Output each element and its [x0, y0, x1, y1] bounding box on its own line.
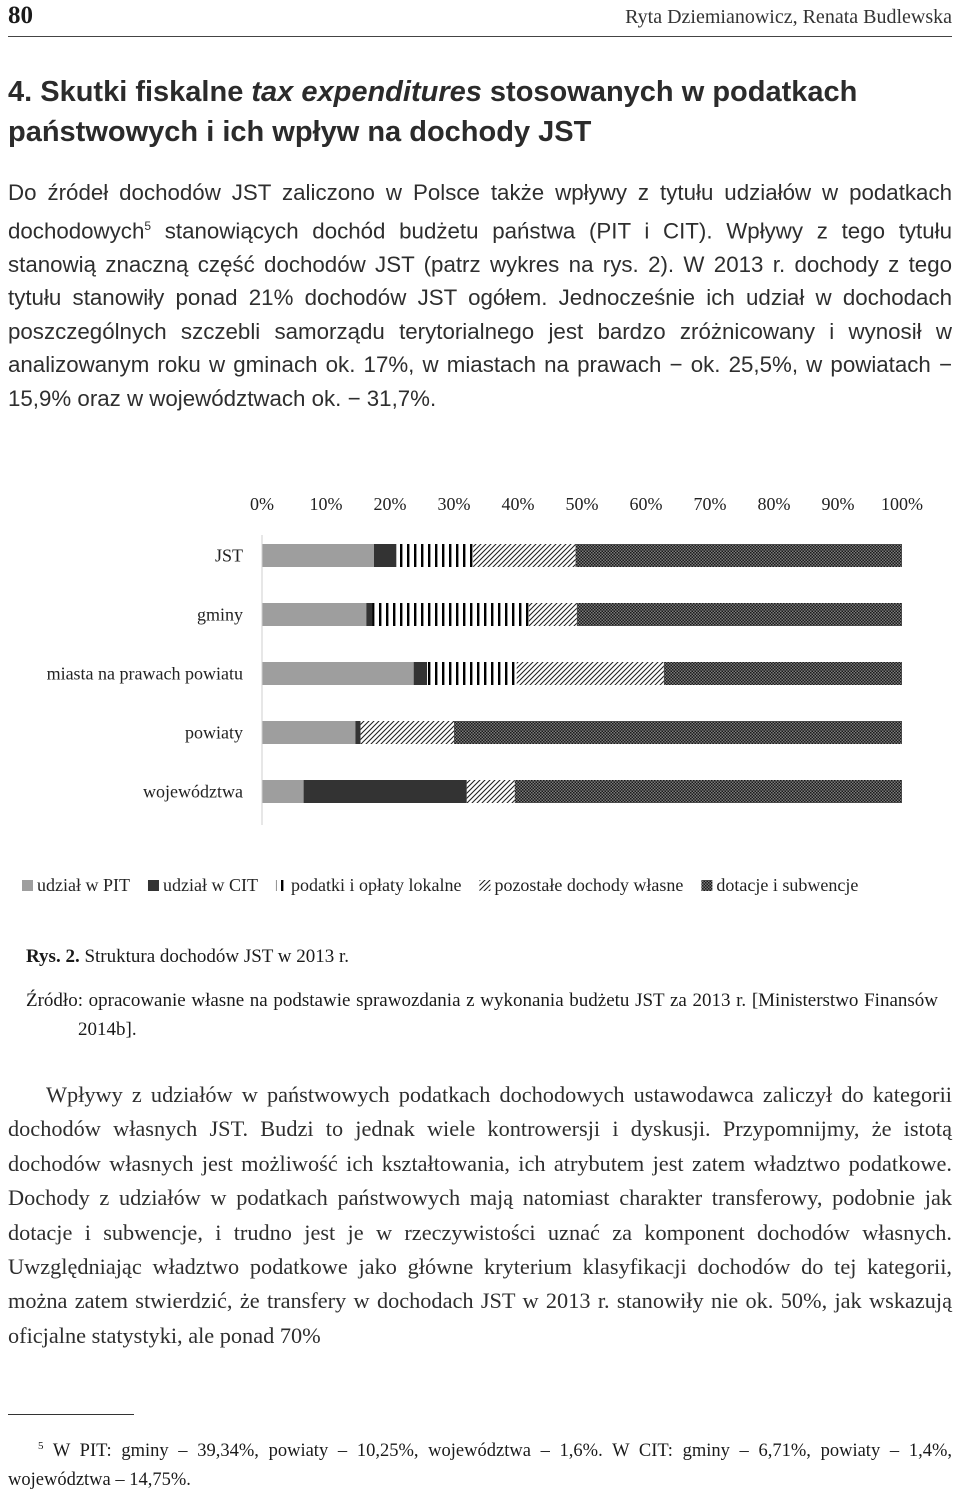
bar-segment	[427, 662, 517, 685]
figure-caption	[26, 946, 349, 968]
x-tick-label: 30%	[437, 494, 471, 514]
page-number: 80	[8, 2, 33, 29]
bar-segment	[262, 721, 355, 744]
x-tick-label: 10%	[309, 494, 343, 514]
x-tick-label: 70%	[693, 494, 727, 514]
legend-label: dotacje i subwencje	[716, 875, 859, 895]
bar-segment	[366, 603, 372, 626]
bar-segment	[262, 780, 304, 803]
bar-segment	[262, 544, 374, 567]
body-paragraph-1	[8, 176, 952, 416]
bar-segment	[577, 603, 902, 626]
running-head: Ryta Dziemianowicz, Renata Budlewska	[625, 6, 952, 28]
x-tick-label: 50%	[565, 494, 599, 514]
bar-segment	[372, 603, 529, 626]
x-tick-label: 80%	[757, 494, 791, 514]
bar-segment	[467, 780, 515, 803]
bar-segment	[304, 780, 467, 803]
section-title-prefix: 4. Skutki fiskalne	[8, 76, 252, 108]
x-axis-ticks	[250, 494, 923, 514]
legend	[22, 875, 858, 895]
category-label: powiaty	[185, 722, 243, 743]
section-title-suffix: stosowanych w podatkach państwowych i ich wpływ na dochody JST	[8, 76, 858, 148]
legend-label: podatki i opłaty lokalne	[290, 875, 462, 895]
category-label: miasta na prawach powiatu	[46, 663, 243, 684]
x-tick-label: 20%	[373, 494, 407, 514]
bar-segment	[355, 721, 360, 744]
footnote-text: W PIT: gminy – 39,34%, powiaty – 10,25%, województwa – 1,6%. W CIT: gminy – 6,71%, powiaty – 1,4%, województwa – 14,75%.	[8, 1441, 952, 1491]
page-header	[8, 0, 952, 37]
caption-text: Struktura dochodów JST w 2013 r.	[79, 946, 350, 967]
footnote	[8, 1432, 952, 1495]
footnote-rule	[8, 1414, 134, 1415]
stacked-bar-chart	[0, 480, 960, 920]
x-tick-label: 100%	[881, 494, 923, 514]
caption-label: Rys. 2.	[26, 946, 80, 967]
figure-source: Źródło: opracowanie własne na podstawie sprawozdania z wykonania budżetu JST za 2013 r. [Ministerstwo Finansów 2014b].	[26, 990, 938, 1040]
bar-segment	[454, 721, 902, 744]
bar-segment	[515, 780, 902, 803]
bar-segment	[262, 603, 366, 626]
bar-segment	[576, 544, 902, 567]
x-tick-label: 40%	[501, 494, 535, 514]
legend-label: udział w CIT	[162, 875, 258, 895]
legend-swatch	[22, 880, 33, 891]
bar-segment	[517, 662, 664, 685]
section-title-italic: tax expenditures	[251, 76, 482, 108]
x-tick-label: 90%	[821, 494, 855, 514]
footnote-ref[interactable]: 5	[144, 218, 152, 233]
legend-swatch	[276, 880, 287, 891]
legend-label: udział w PIT	[37, 875, 130, 895]
bar-segment	[374, 544, 396, 567]
footnote-mark: 5	[38, 1440, 44, 1452]
bar-segment	[396, 544, 473, 567]
category-label: JST	[214, 545, 243, 566]
category-label: gminy	[196, 604, 243, 625]
x-tick-label: 60%	[629, 494, 663, 514]
legend-swatch	[701, 880, 712, 891]
bar-segment	[361, 721, 454, 744]
bars	[262, 544, 902, 803]
bar-segment	[664, 662, 902, 685]
legend-swatch	[148, 880, 159, 891]
section-title	[8, 72, 952, 152]
bar-segment	[414, 662, 427, 685]
body-paragraph-2: Wpływy z udziałów w państwowych podatkach dochodowych ustawodawca zaliczył do kategorii dochodów własnych JST. Budzi to jednak wiele kontrowersji i dyskusji. Przypomnijmy, że istotą dochodów własnych jest możliwość ich kształtowania, ich atrybutem jest zatem władztwo podatkowe. Dochody z udziałów w podatkach państwowych mają natomiast charakter transferowy, podobnie jak dotacje i subwencje, i trudno jest je w rzeczywistości uznać za komponent dochodów własnych. Uwzględniając władztwo podatkowe jako główne kryterium klasyfikacji dochodów do tej kategorii, można zatem stwierdzić, że transfery w dochodach JST w 2013 r. stanowiły nie ok. 50%, jak wskazują oficjalne statystyki, ale ponad 70%	[8, 1082, 952, 1348]
x-tick-label: 0%	[250, 494, 274, 514]
category-labels	[47, 546, 243, 802]
legend-label: pozostałe dochody własne	[494, 875, 684, 895]
bar-segment	[529, 603, 577, 626]
para1-text-a: Do źródeł dochodów JST zaliczono w Polsce także wpływy z tytułu udziałów w podatkach dochodowych	[8, 180, 952, 244]
bar-segment	[262, 662, 414, 685]
bar-segment	[473, 544, 575, 567]
category-label: województwa	[143, 781, 243, 802]
legend-swatch	[479, 880, 490, 891]
para1-text-b: stanowiących dochód budżetu państwa (PIT i CIT). Wpływy z tego tytułu stanowią znaczną część dochodów JST (patrz wykres na rys. 2). W 2013 r. dochody z tego tytułu stanowiły ponad 21% dochodów JST ogółem. Jednocześnie ich udział w dochodach poszczególnych szczebli samorządu terytorialnego jest bardzo zróżnicowany i wynosił w analizowanym roku w gminach ok. 17%, w miastach na prawach − ok. 25,5%, w powiatach − 15,9% oraz w województwach ok. − 31,7%.	[8, 218, 952, 411]
